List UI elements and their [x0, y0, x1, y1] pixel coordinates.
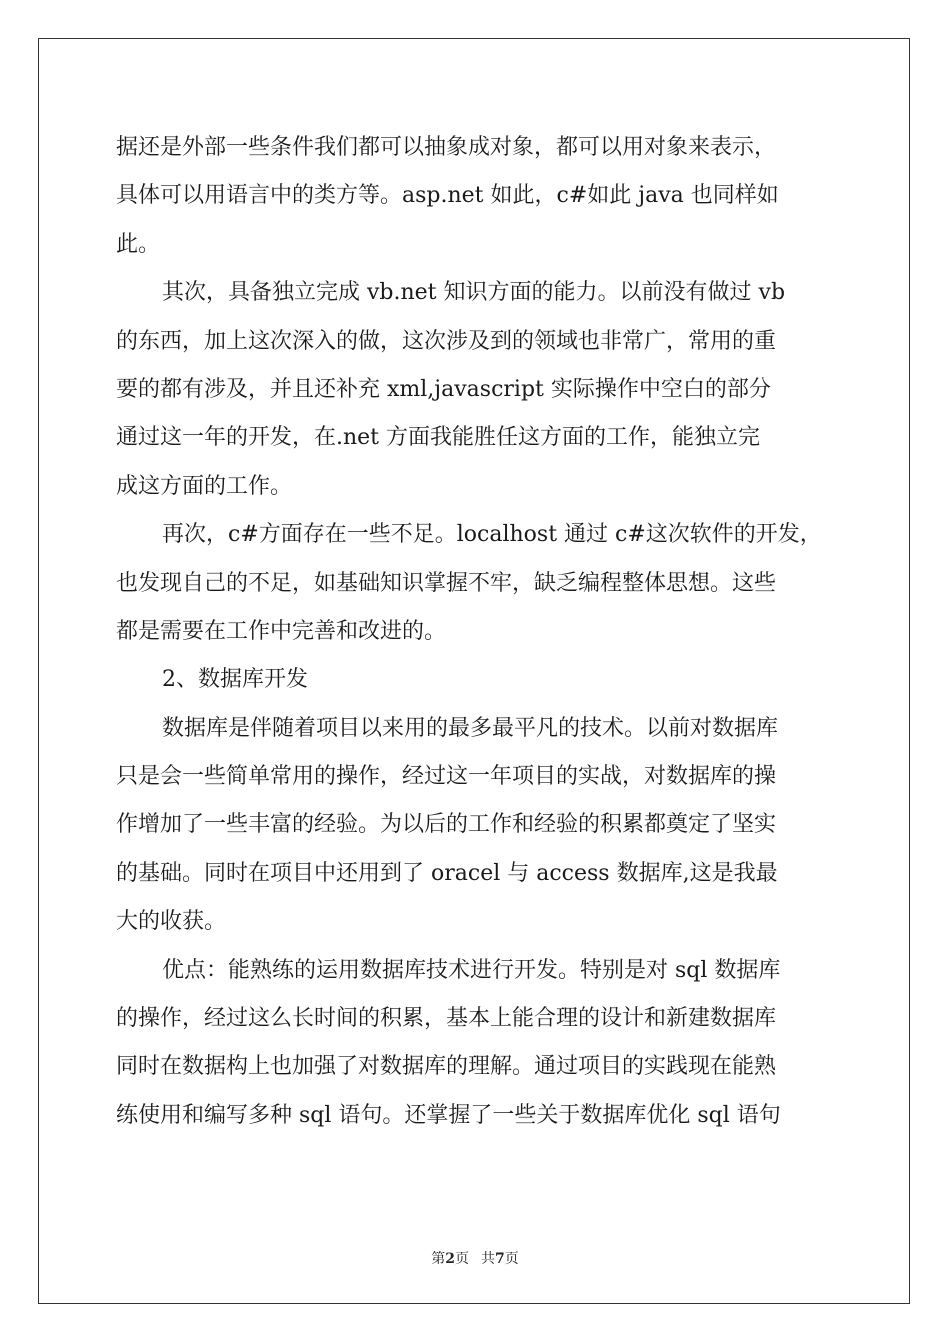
text-line-4: 其次，具备独立完成 vb.net 知识方面的能力。以前没有做过 vb — [162, 280, 786, 306]
total-suffix: 页 — [504, 1251, 519, 1267]
text-line-3: 此。 — [116, 231, 161, 257]
page-prefix: 第 — [431, 1251, 446, 1267]
text-line-18: 优点：能熟练的运用数据库技术进行开发。特别是对 sql 数据库 — [162, 957, 781, 983]
text-line-10: 也发现自己的不足，如基础知识掌握不牢，缺乏编程整体思想。这些 — [116, 570, 777, 596]
text-line-16: 的基础。同时在项目中还用到了 oracel 与 access 数据库,这是我最 — [116, 860, 778, 886]
document-body — [116, 124, 836, 1140]
total-prefix: 共 — [481, 1251, 495, 1267]
text-line-9: 再次，c#方面存在一些不足。localhost 通过 c#这次软件的开发， — [162, 522, 822, 548]
text-line-19: 的操作，经过这么长时间的积累，基本上能合理的设计和新建数据库 — [116, 1006, 777, 1032]
text-line-13: 数据库是伴随着项目以来用的最多最平凡的技术。以前对数据库 — [162, 715, 779, 741]
text-line-1: 据还是外部一些条件我们都可以抽象成对象，都可以用对象来表示， — [116, 135, 777, 160]
text-line-5: 的东西，加上这次深入的做，这次涉及到的领域也非常广，常用的重 — [116, 328, 777, 354]
text-line-14: 只是会一些简单常用的操作，经过这一年项目的实战，对数据库的操 — [116, 764, 777, 790]
page-number: 2 — [445, 1251, 455, 1267]
page-suffix: 页 — [455, 1251, 469, 1267]
section-heading: 2、数据库开发 — [162, 667, 308, 693]
total-pages: 7 — [495, 1251, 505, 1267]
text-line-11: 都是需要在工作中完善和改进的。 — [116, 618, 447, 644]
text-line-2: 具体可以用语言中的类方等。asp.net 如此，c#如此 java 也同样如 — [116, 183, 779, 209]
text-line-15: 作增加了一些丰富的经验。为以后的工作和经验的积累都奠定了坚实 — [116, 812, 777, 838]
page-footer — [0, 1248, 950, 1268]
text-line-17: 大的收获。 — [116, 909, 227, 935]
text-line-8: 成这方面的工作。 — [116, 473, 293, 499]
text-line-7: 通过这一年的开发，在.net 方面我能胜任这方面的工作，能独立完 — [116, 425, 761, 451]
text-line-21: 练使用和编写多种 sql 语句。还掌握了一些关于数据库优化 sql 语句 — [116, 1102, 781, 1128]
text-line-6: 要的都有涉及，并且还补充 xml,javascript 实际操作中空白的部分 — [116, 376, 771, 402]
text-line-20: 同时在数据构上也加强了对数据库的理解。通过项目的实践现在能熟 — [116, 1054, 777, 1080]
